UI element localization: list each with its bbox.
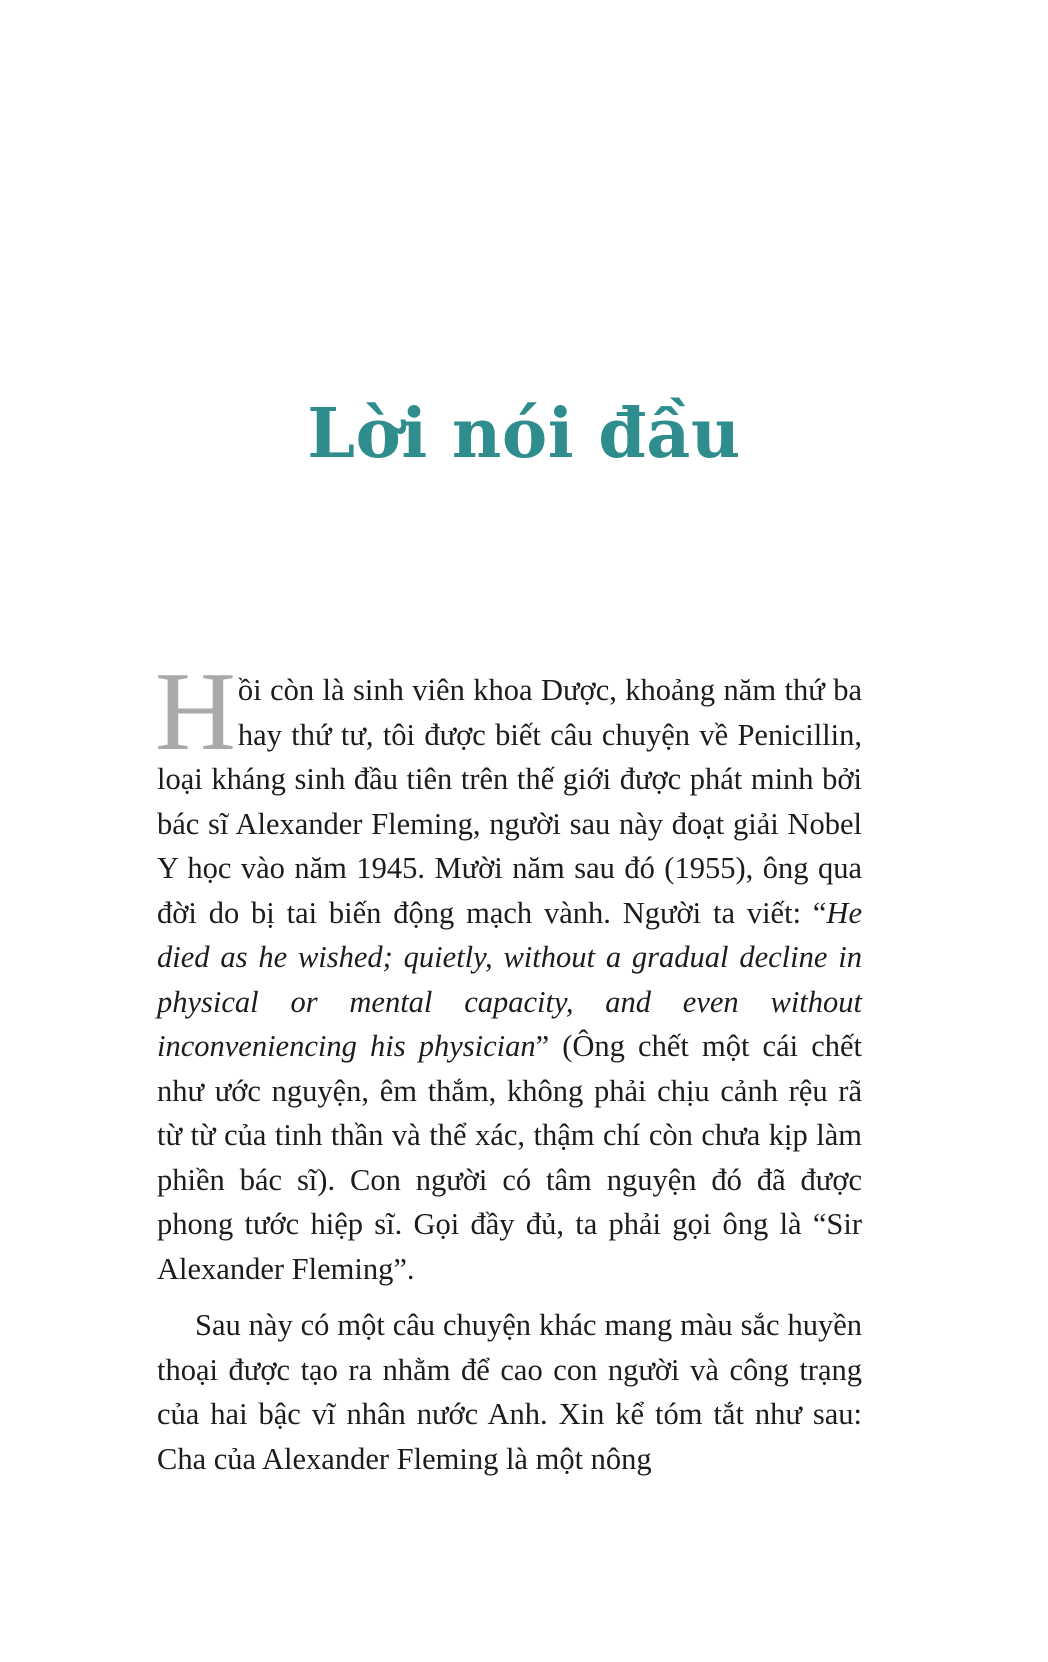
chapter-body <box>155 650 862 1481</box>
paragraph-2: Sau này có một câu chuyện khác mang màu sắc huyền thoại được tạo ra nhằm để cao con người và công trạng của hai bậc vĩ nhân nước Anh. Xin kể tóm tắt như sau: Cha của Alexander Fleming là một nông <box>157 1308 862 1476</box>
chapter-title: Lời nói đầu <box>307 394 741 474</box>
drop-cap-letter: H <box>155 650 236 774</box>
paragraph-1 <box>155 650 862 1291</box>
paragraph-1-translation: ” (Ông chết một cái chết như ước nguyện, êm thắm, không phải chịu cảnh rệu rã từ từ của tinh thần và thể xác, thậm chí còn chưa kịp làm phiền bác sĩ). Con người có tâm nguyện đó đã được phong tước hiệp sĩ. Gọi đầy đủ, ta phải gọi ông là “Sir Alexander Fleming”. <box>157 1029 862 1286</box>
english-quote: He died as he wished; quietly, without a gradual decline in physical or mental capacity, and even without inconveniencing his physician <box>157 895 862 1063</box>
paragraph-1-intro: ồi còn là sinh viên khoa Dược, khoảng năm thứ ba hay thứ tư, tôi được biết câu chuyện về Penicillin, loại kháng sinh đầu tiên trên thế giới được phát minh bởi bác sĩ Alexander Fleming, người sau này đoạt giải Nobel Y học vào năm 1945. Mười năm sau đó (1955), ông qua đời do bị tai biến động mạch vành. Người ta viết: “ <box>157 673 862 930</box>
